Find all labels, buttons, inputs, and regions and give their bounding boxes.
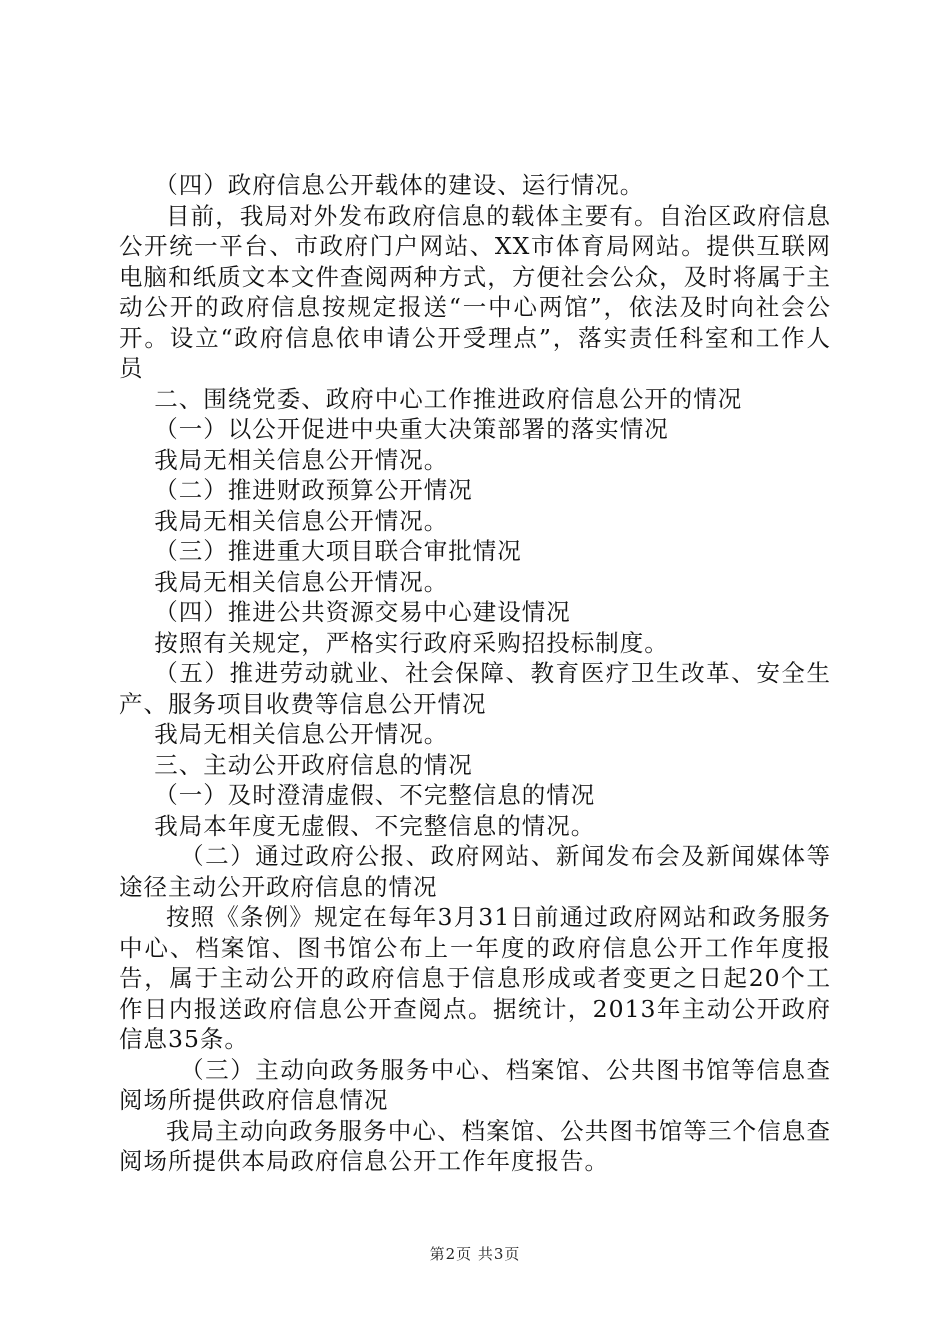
subheading-central-decisions: （一）以公开促进中央重大决策部署的落实情况 [154,415,669,443]
paragraph-carrier-details: 目前，我局对外发布政府信息的载体主要有。自治区政府信息公开统一平台、市政府门户网站、XX市体育局网站。提供互联网电脑和纸质文本文件查阅两种方式，方便社会公众，及时将属于主动公开的政府信息按规定报送“一中心两馆”，依法及时向社会公开。设立“政府信息依申请公开受理点”，落实责任科室和工作人员 [119,201,831,382]
paragraph-annual-report: 我局主动向政务服务中心、档案馆、公共图书馆等三个信息查阅场所提供本局政府信息公开工作年度报告。 [119,1116,831,1175]
subheading-public-resources: （四）推进公共资源交易中心建设情况 [154,598,571,626]
subheading-service-center: （三）主动向政务服务中心、档案馆、公共图书馆等信息查阅场所提供政府信息情况 [119,1055,831,1114]
paragraph-no-info-2: 我局无相关信息公开情况。 [154,506,449,535]
paragraph-no-info-1: 我局无相关信息公开情况。 [154,445,449,474]
page-number-footer: 第2页 共3页 [429,1245,521,1263]
paragraph-procurement: 按照有关规定，严格实行政府采购招投标制度。 [154,628,669,657]
section-heading-carrier: （四）政府信息公开载体的建设、运行情况。 [154,171,645,199]
paragraph-regulations: 按照《条例》规定在每年3月31日前通过政府网站和政务服务中心、档案馆、图书馆公布上一年度的政府信息公开工作年度报告，属于主动公开的政府信息于信息形成或者变更之日起20个工作日内报送政府信息公开查阅点。据统计，2013年主动公开政府信息35条。 [119,903,831,1053]
paragraph-no-info-4: 我局无相关信息公开情况。 [154,720,449,748]
subheading-employment: （五）推进劳动就业、社会保障、教育医疗卫生改革、安全生产、服务项目收费等信息公开情况 [119,659,831,718]
subheading-major-projects: （三）推进重大项目联合审批情况 [154,537,522,565]
subheading-budget: （二）推进财政预算公开情况 [154,476,473,504]
paragraph-no-false-info: 我局本年度无虚假、不完整信息的情况。 [154,811,596,840]
paragraph-no-info-3: 我局无相关信息公开情况。 [154,567,449,596]
section-heading-three: 三、主动公开政府信息的情况 [154,750,473,779]
subheading-channels: （二）通过政府公报、政府网站、新闻发布会及新闻媒体等途径主动公开政府信息的情况 [119,842,831,901]
document-body [119,170,831,1177]
section-heading-two: 二、围绕党委、政府中心工作推进政府信息公开的情况 [154,384,743,413]
subheading-clarify: （一）及时澄清虚假、不完整信息的情况 [154,781,596,809]
